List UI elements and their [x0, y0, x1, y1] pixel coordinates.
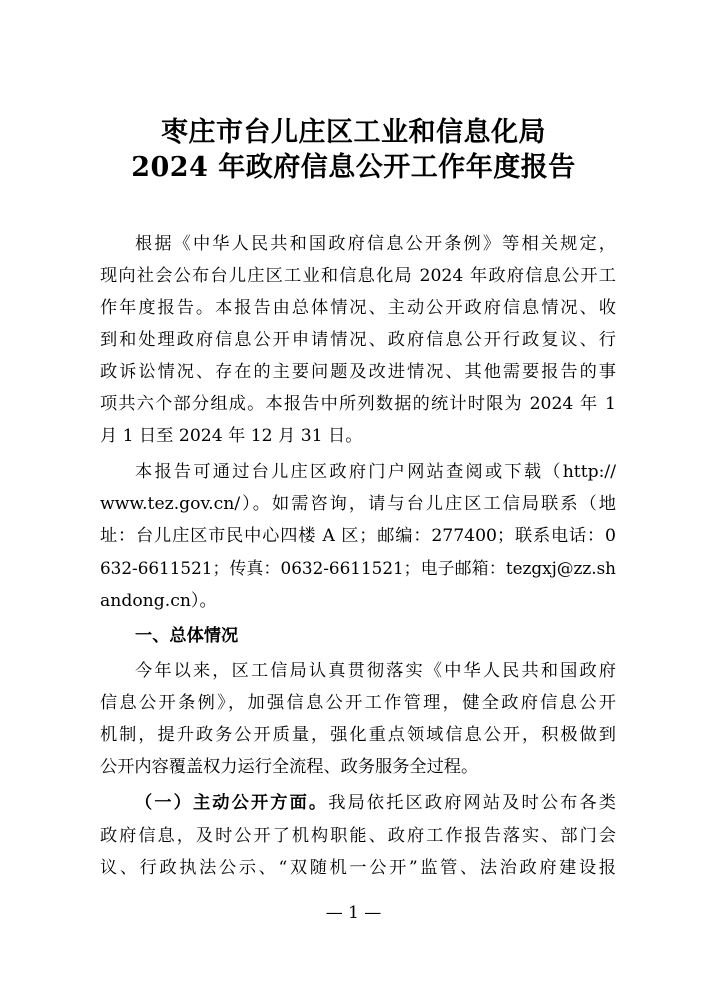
- paragraph-line: 政府信息，及时公开了机构职能、政府工作报告落实、部门会: [100, 826, 616, 846]
- paragraph-line: 月 1 日至 2024 年 12 月 31 日。: [100, 426, 363, 446]
- paragraph-line: 址：台儿庄区市民中心四楼 A 区；邮编：277400；联系电话：0: [100, 526, 616, 546]
- report-title-line-2: 2024 年政府信息公开工作年度报告: [131, 152, 576, 183]
- page-number: — 1 —: [325, 903, 382, 923]
- paragraph-line: 项共六个部分组成。本报告中所列数据的统计时限为 2024 年 1: [100, 394, 616, 414]
- paragraph-line: 632-6611521；传真：0632-6611521；电子邮箱：tezgxj@zz.sh: [100, 558, 616, 578]
- report-title-line-1: 枣庄市台儿庄区工业和信息化局: [161, 117, 546, 148]
- subsection-lead-proactive: （一）主动公开方面。: [135, 793, 329, 813]
- section-heading-overall: 一、总体情况: [135, 626, 239, 646]
- paragraph-line: 政诉讼情况、存在的主要问题及改进情况、其他需要报告的事: [100, 362, 616, 382]
- paragraph-line: 到和处理政府信息公开申请情况、政府信息公开行政复议、行: [100, 330, 616, 350]
- paragraph-line: andong.cn）。: [100, 591, 217, 611]
- paragraph-line: 议、行政执法公示、“双随机一公开”监管、法治政府建设报: [100, 858, 616, 878]
- paragraph-text: 我局依托区政府网站及时公布各类: [328, 793, 616, 813]
- paragraph-line: 机制，提升政务公开质量，强化重点领域信息公开，积极做到: [100, 725, 616, 745]
- paragraph-line: 信息公开条例》，加强信息公开工作管理，健全政府信息公开: [100, 693, 616, 713]
- paragraph-line: 根据《中华人民共和国政府信息公开条例》等相关规定，: [135, 234, 616, 254]
- paragraph-line: 作年度报告。本报告由总体情况、主动公开政府信息情况、收: [100, 298, 616, 318]
- paragraph-line: 现向社会公布台儿庄区工业和信息化局 2024 年政府信息公开工: [100, 266, 616, 286]
- paragraph-line: 本报告可通过台儿庄区政府门户网站查阅或下载（http://: [135, 462, 616, 482]
- paragraph-line: [135, 787, 616, 819]
- paragraph-line: 公开内容覆盖权力运行全流程、政务服务全过程。: [100, 757, 479, 777]
- paragraph-line: www.tez.gov.cn/）。如需咨询，请与台儿庄区工信局联系（地: [100, 494, 616, 514]
- paragraph-line: 今年以来，区工信局认真贯彻落实《中华人民共和国政府: [135, 661, 616, 681]
